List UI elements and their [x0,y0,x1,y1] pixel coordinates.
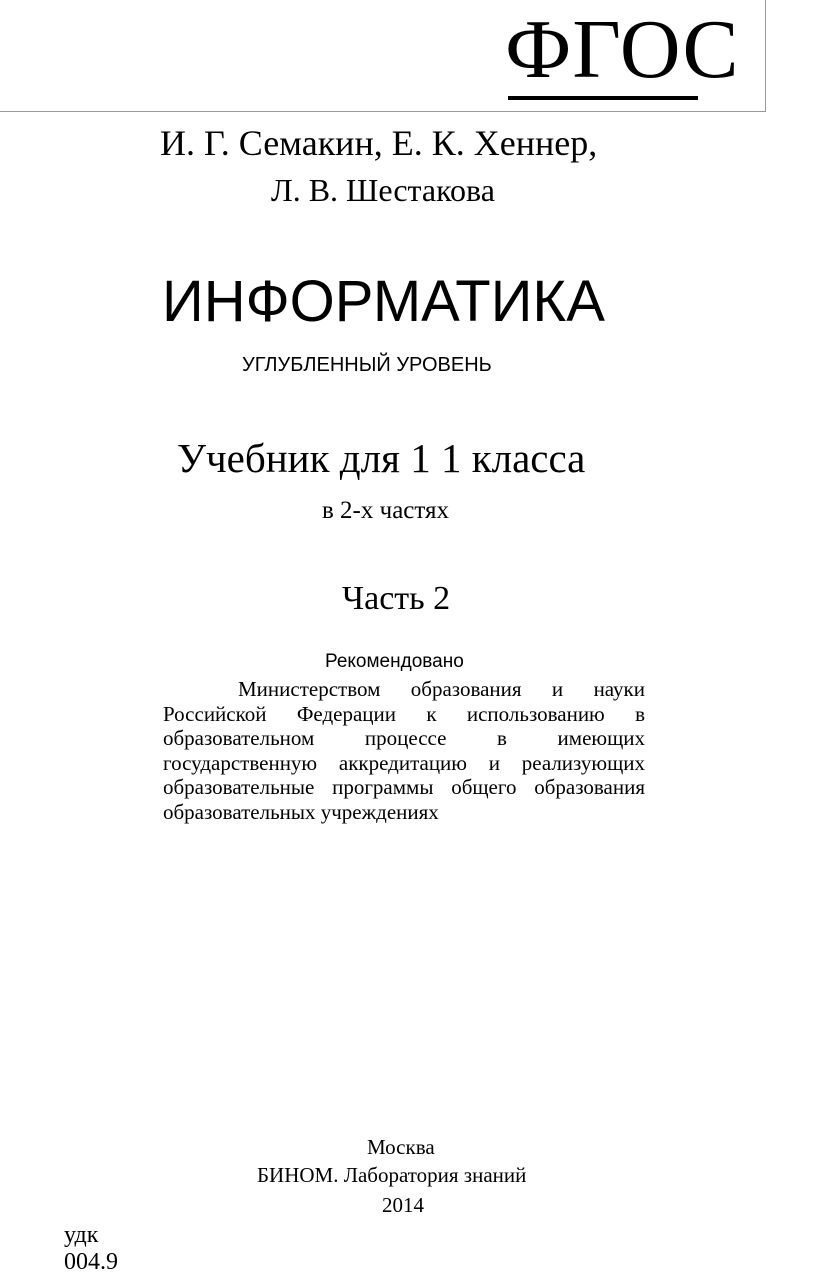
udk-label: удк [64,1222,99,1248]
authors-line-1: И. Г. Семакин, Е. К. Хеннер, [160,123,598,163]
recommendation-heading: Рекомендовано [325,651,464,672]
book-title: ИНФОРМАТИКА [162,269,605,334]
recommendation-line: образовательных учреждениях [163,799,439,824]
recommendation-line: образовательном процессе в имеющих [163,726,645,751]
recommendation-line: Российской Федерации к использованию в [163,701,645,726]
part-number: Часть 2 [342,580,451,617]
fgos-logo-underline [508,96,698,100]
parts-note: в 2-х частях [322,497,449,524]
fgos-logo: ФГОС [505,3,740,96]
recommendation-text [163,677,645,825]
recommendation-line: государственную аккредитацию и реализующих [163,750,645,775]
udk-code: 004.9 [64,1249,118,1275]
publication-year: 2014 [382,1193,424,1217]
recommendation-line: Министерством образования и науки [238,677,645,701]
publisher-city: Москва [367,1135,435,1159]
authors-line-2: Л. В. Шестакова [271,172,495,208]
recommendation-line: образовательные программы общего образования [163,775,645,800]
level-subtitle: УГЛУБЛЕННЫЙ УРОВЕНЬ [242,354,492,376]
book-subtitle: Учебник для 1 1 класса [177,435,586,481]
publisher-name: БИНОМ. Лаборатория знаний [257,1163,527,1187]
